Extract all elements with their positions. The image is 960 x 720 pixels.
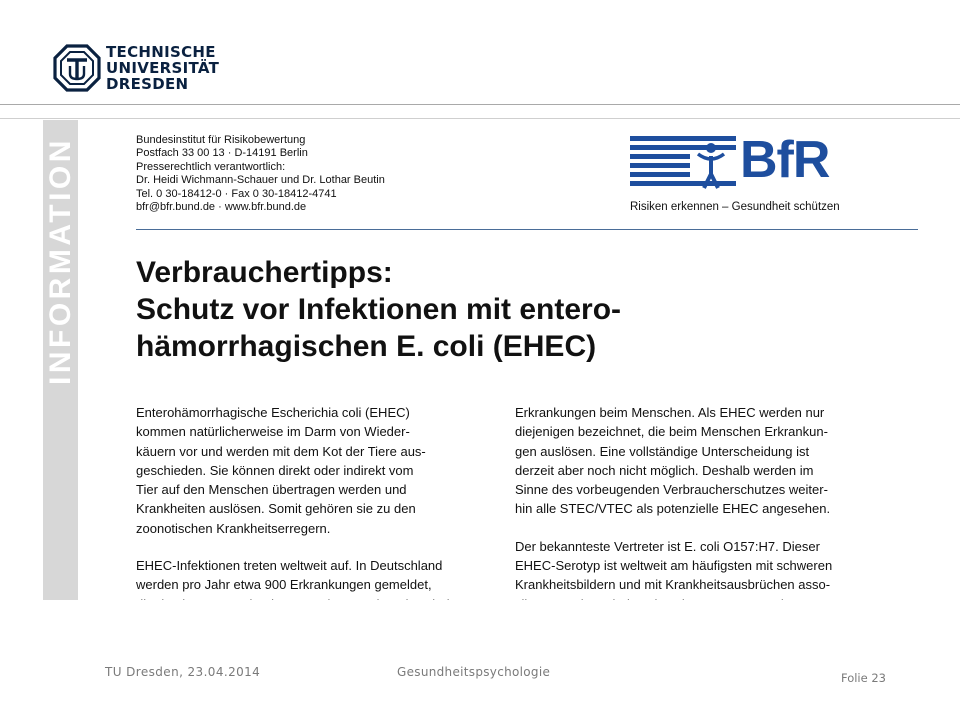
title-line: Verbrauchertipps: xyxy=(136,256,393,289)
body-line: hin alle STEC/VTEC als potenzielle EHEC angesehen. xyxy=(515,501,831,517)
wordmark-line: DRESDEN xyxy=(106,75,189,93)
document-sidebar xyxy=(43,120,78,600)
body-line: diejenigen bezeichnet, die beim Menschen Erkrankun- xyxy=(515,424,828,440)
body-line: Krankheitsbildern und mit Krankheitsausbrüchen asso- xyxy=(515,577,831,593)
document-column-left xyxy=(136,403,496,614)
publisher-line: Dr. Heidi Wichmann-Schauer und Dr. Lothar Beutin xyxy=(136,174,385,187)
publisher-line: Tel. 0 30-18412-0 · Fax 0 30-18412-4741 xyxy=(136,187,337,200)
body-line: Krankheiten auslösen. Somit gehören sie zu den xyxy=(136,501,416,517)
body-line: Sinne des vorbeugenden Verbraucherschutzes weiter- xyxy=(515,482,828,498)
footer-date: TU Dresden, 23.04.2014 xyxy=(105,665,261,679)
body-line: kommen natürlicherweise im Darm von Wieder- xyxy=(136,424,410,440)
sidebar-label: INFORMATION xyxy=(44,137,77,385)
publisher-line: Postfach 33 00 13 · D-14191 Berlin xyxy=(136,147,308,160)
body-line: EHEC-Serotyp ist weltweit am häufigsten mit schweren xyxy=(515,558,833,574)
body-line: zoonotischen Krankheitserregern. xyxy=(136,520,331,536)
tu-dresden-wordmark xyxy=(106,44,219,92)
tu-dresden-logo-icon xyxy=(53,44,101,92)
header-divider-secondary xyxy=(0,118,960,119)
title-line: hämorrhagischen E. coli (EHEC) xyxy=(136,330,597,363)
body-line: käuern vor und werden mit dem Kot der Tiere aus- xyxy=(136,443,426,459)
wordmark-line: TECHNISCHE xyxy=(106,43,216,61)
body-line: derzeit aber noch nicht möglich. Deshalb werden im xyxy=(515,462,814,478)
paragraph-gap xyxy=(515,519,875,537)
body-line: Enterohämorrhagische Escherichia coli (EHEC) xyxy=(136,405,410,420)
title-line: Schutz vor Infektionen mit entero- xyxy=(136,293,622,326)
body-line: EHEC-Infektionen treten weltweit auf. In Deutschland xyxy=(136,558,443,574)
document-column-right xyxy=(515,403,875,614)
publisher-line: bfr@bfr.bund.de · www.bfr.bund.de xyxy=(136,201,307,214)
body-line: Tier auf den Menschen übertragen werden und xyxy=(136,482,407,498)
slide-number: Folie 23 xyxy=(841,671,886,685)
bfr-tagline: Risiken erkennen – Gesundheit schützen xyxy=(630,201,840,213)
wordmark-line: UNIVERSITÄT xyxy=(106,59,220,77)
publisher-line: Bundesinstitut für Risikobewertung xyxy=(136,134,306,146)
body-line: gen auslösen. Eine vollständige Unterscheidung ist xyxy=(515,443,810,459)
bfr-logo xyxy=(630,131,862,218)
footer-course: Gesundheitspsychologie xyxy=(397,665,551,679)
body-line: geschieden. Sie können direkt oder indirekt vom xyxy=(136,462,414,478)
body-line: Der bekannteste Vertreter ist E. coli O157:H7. Dieser xyxy=(515,538,820,554)
body-line: werden pro Jahr etwa 900 Erkrankungen gemeldet, xyxy=(136,577,432,593)
document-divider xyxy=(136,229,918,230)
document-crop-mask xyxy=(0,600,960,720)
paragraph-gap xyxy=(136,538,496,556)
body-line: Erkrankungen beim Menschen. Als EHEC werden nur xyxy=(515,405,825,420)
document-title xyxy=(136,254,776,365)
header-divider xyxy=(0,104,960,105)
publisher-block xyxy=(136,134,385,214)
publisher-line: Presserechtlich verantwortlich: xyxy=(136,160,286,173)
bfr-brand: BfR xyxy=(740,131,830,189)
bfr-logo-icon xyxy=(630,134,736,194)
